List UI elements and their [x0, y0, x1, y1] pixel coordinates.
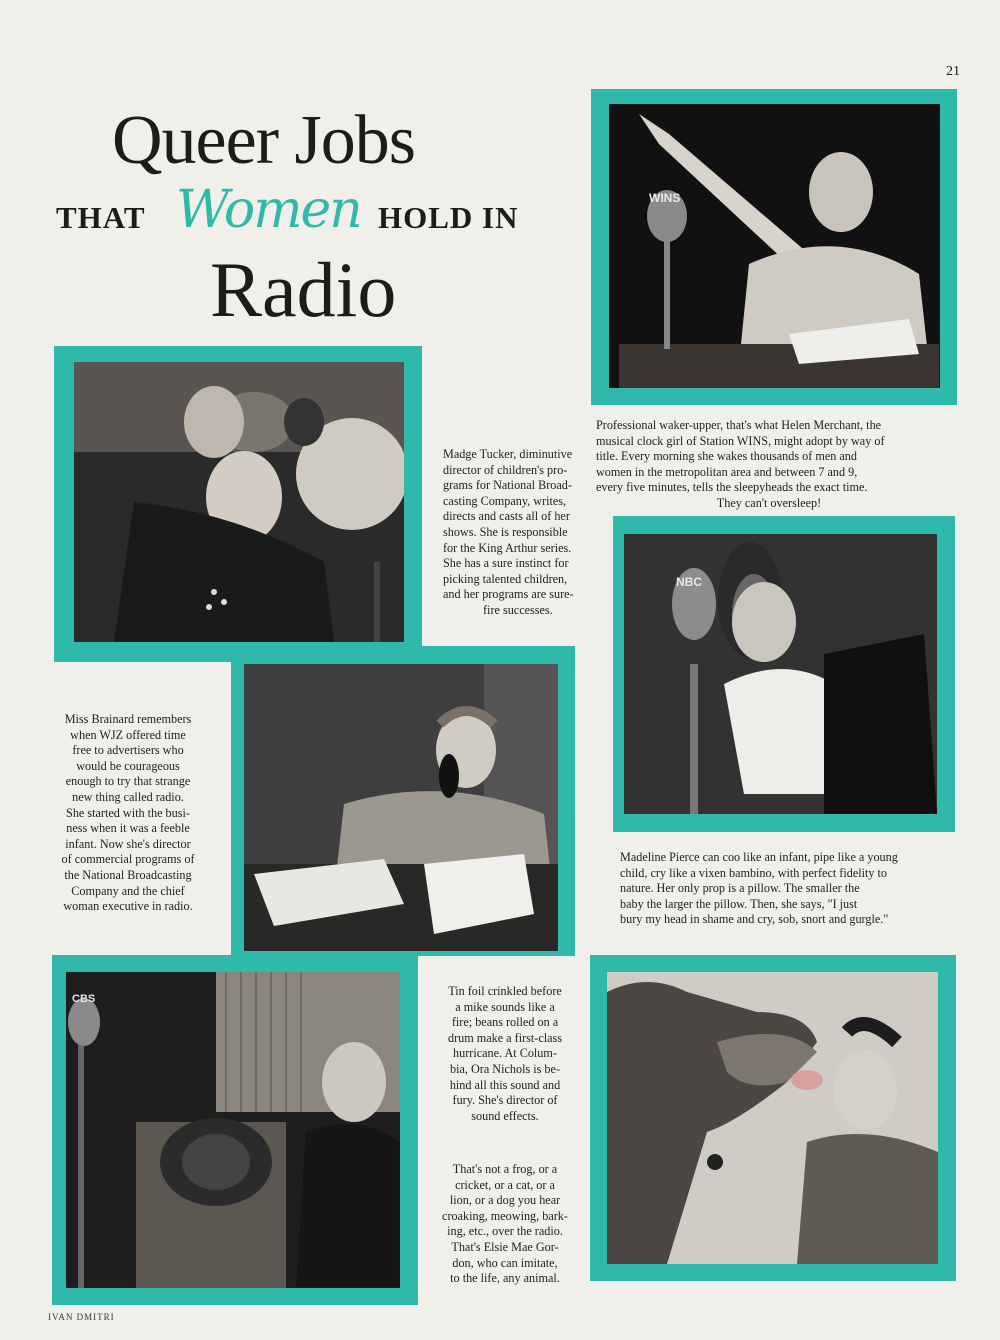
- caption-line: musical clock girl of Station WINS, might adopt by way of: [596, 433, 885, 448]
- photo-helen-merchant: [609, 104, 940, 388]
- caption-line: to the life, any animal.: [450, 1271, 560, 1286]
- caption-line: and her programs are sure-: [443, 587, 574, 602]
- caption-line: casting Company, writes,: [443, 493, 567, 508]
- caption-line: Madeline Pierce can coo like an infant, pipe like a young: [620, 850, 898, 864]
- caption-line: a mike sounds like a: [455, 999, 555, 1014]
- mic-label-wins: WINS: [649, 191, 681, 205]
- caption-line: Tin foil crinkled before: [448, 984, 562, 998]
- caption-line: fire successes.: [483, 602, 553, 617]
- caption-line: cricket, or a cat, or a: [455, 1177, 555, 1192]
- caption-line: the National Broadcasting: [64, 867, 192, 882]
- caption-line: ing, etc., over the radio.: [447, 1224, 563, 1239]
- caption-line: fire; beans rolled on a: [451, 1015, 559, 1030]
- title-line-radio: Radio: [210, 246, 397, 333]
- caption-line: They can't oversleep!: [716, 495, 822, 510]
- caption-line: for the King Arthur series.: [443, 540, 572, 555]
- caption-line: Company and the chief: [71, 883, 185, 898]
- caption-line: directs and casts all of her: [443, 509, 570, 524]
- photo-ora-nichols: [66, 972, 400, 1288]
- caption-line: would be courageous: [76, 758, 180, 773]
- caption-line: nature. Her only prop is a pillow. The smaller the: [620, 881, 860, 896]
- caption-line: picking talented children,: [443, 571, 568, 586]
- caption-helen-merchant: [596, 418, 942, 512]
- photo-credit: IVAN DMITRI: [48, 1312, 115, 1322]
- caption-line: Miss Brainard remembers: [64, 712, 192, 726]
- caption-line: of commercial programs of: [61, 852, 195, 867]
- photo-elsie-mae-gordon: [607, 972, 938, 1264]
- photo-miss-brainard: [244, 664, 558, 951]
- caption-line: ness when it was a feeble: [66, 821, 190, 836]
- title-word-that: THAT: [56, 200, 146, 235]
- caption-line: Professional waker-upper, that's what Helen Merchant, the: [596, 418, 882, 432]
- caption-elsie-mae-gordon: [432, 1162, 578, 1287]
- caption-line: don, who can imitate,: [452, 1255, 558, 1270]
- mic-label-nbc: NBC: [676, 575, 702, 589]
- caption-line: shows. She is responsible: [443, 524, 568, 539]
- mic-label-cbs: CBS: [72, 993, 96, 1005]
- caption-line: sound effects.: [471, 1108, 539, 1123]
- caption-line: lion, or a dog you hear: [449, 1193, 561, 1208]
- caption-line: hind all this sound and: [449, 1077, 561, 1092]
- caption-line: every five minutes, tells the sleepyheads the exact time.: [596, 480, 868, 495]
- caption-line: bury my head in shame and cry, sob, snort and gurgle.": [620, 912, 889, 927]
- caption-line: fury. She's director of: [452, 1093, 558, 1108]
- caption-madge-tucker: [443, 447, 593, 619]
- page-number: 21: [946, 64, 960, 79]
- caption-line: when WJZ offered time: [70, 727, 186, 742]
- caption-miss-brainard: [40, 712, 216, 915]
- caption-line: director of children's pro-: [443, 462, 568, 477]
- photo-madge-tucker: [74, 362, 404, 642]
- caption-madeline-pierce: [620, 850, 940, 928]
- caption-line: free to advertisers who: [72, 743, 184, 758]
- caption-line: women in the metropolitan area and between 7 and 9,: [596, 464, 858, 479]
- caption-line: croaking, meowing, bark-: [442, 1208, 568, 1223]
- caption-line: Madge Tucker, diminutive: [443, 447, 573, 461]
- caption-line: baby the larger the pillow. Then, she says, "I just: [620, 896, 858, 911]
- photo-madeline-pierce: [624, 534, 937, 814]
- caption-line: new thing called radio.: [72, 789, 184, 804]
- caption-line: infant. Now she's director: [65, 836, 191, 851]
- caption-line: woman executive in radio.: [63, 899, 193, 914]
- title-line-queer-jobs: Queer Jobs: [112, 102, 415, 179]
- caption-line: That's not a frog, or a: [452, 1162, 558, 1176]
- caption-line: She has a sure instinct for: [443, 556, 569, 571]
- caption-line: hurricane. At Colum-: [453, 1046, 557, 1061]
- caption-line: She started with the busi-: [66, 805, 190, 820]
- caption-ora-nichols: [432, 984, 578, 1124]
- caption-line: drum make a first-class: [447, 1030, 563, 1045]
- title-word-hold-in: HOLD IN: [378, 200, 519, 235]
- caption-line: child, cry like a vixen bambino, with perfect fidelity to: [620, 865, 888, 880]
- caption-line: grams for National Broad-: [443, 478, 572, 493]
- caption-line: enough to try that strange: [65, 774, 191, 789]
- caption-line: title. Every morning she wakes thousands of men and: [596, 449, 857, 464]
- title-word-women: Women: [176, 180, 361, 240]
- caption-line: That's Elsie Mae Gor-: [451, 1239, 559, 1254]
- caption-line: bia, Ora Nichols is be-: [450, 1061, 560, 1076]
